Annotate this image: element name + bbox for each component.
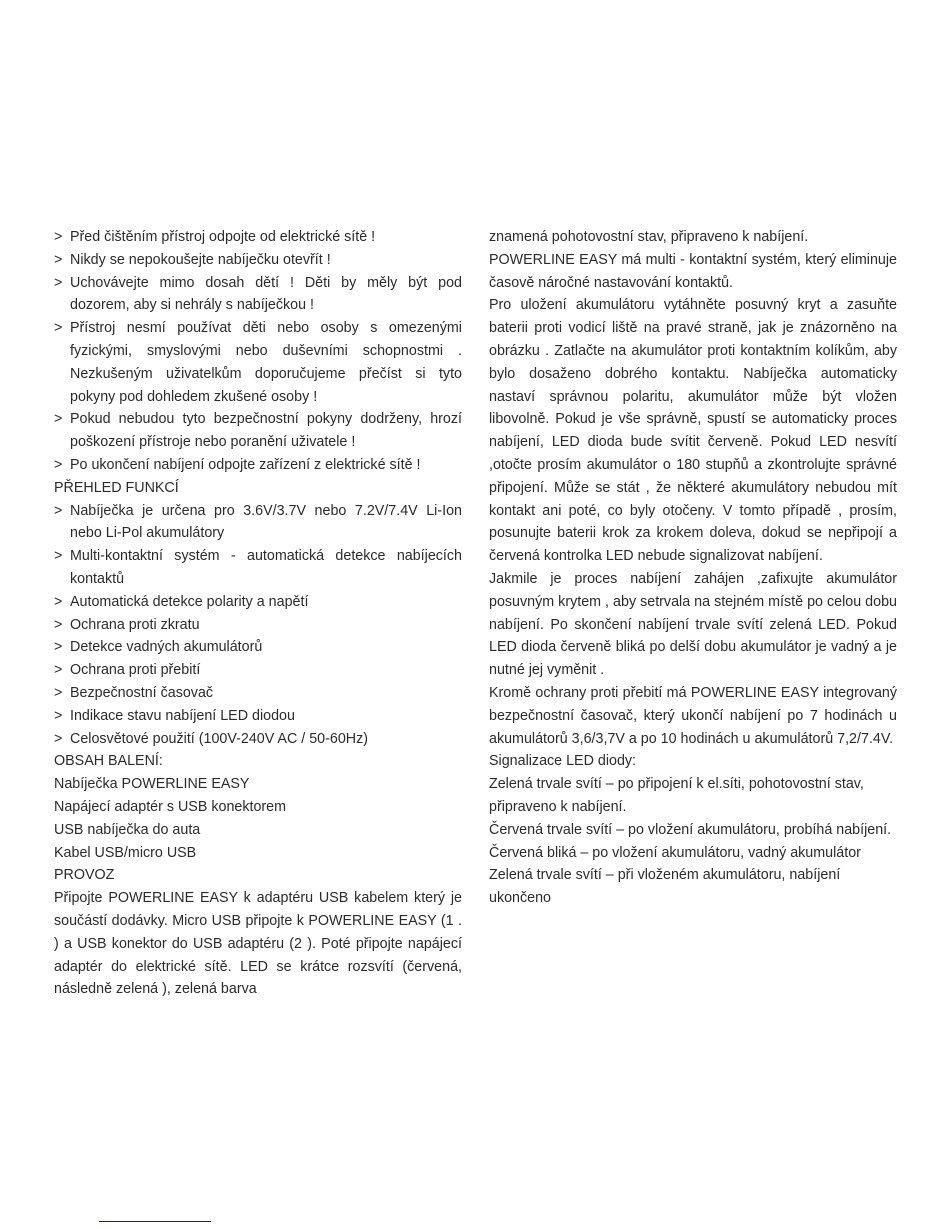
- functions-heading: PŘEHLED FUNKCÍ: [54, 479, 179, 496]
- left-column: [54, 226, 462, 1001]
- paragraph-charging: Jakmile je proces nabíjení zahájen ,zafixujte akumulátor posuvným krytem , aby setrvala na stejném místě po celou dobu nabíjení. Po skončení nabíjení trvale svítí zelená LED. Pokud LED dioda červeně bliká po delší dobu akumulátor je vadný a je nutné jej vyměnit .: [489, 570, 897, 679]
- package-item: Kabel USB/micro USB: [54, 844, 197, 861]
- led-heading: Signalizace LED diody:: [489, 753, 637, 770]
- list-item: > Indikace stavu nabíjení LED diodou: [54, 705, 462, 728]
- right-column: [489, 226, 897, 910]
- list-item: > Bezpečnostní časovač: [54, 682, 462, 705]
- operation-paragraph: Připojte POWERLINE EASY k adaptéru USB kabelem který je součástí dodávky. Micro USB připojte k POWERLINE EASY (1 . ) a USB konektor do USB adaptéru (2 ). Poté připojte napájecí adaptér do elektrické sítě. LED se krátce rozsvítí (červená, následně zelená ), zelená barva: [54, 890, 462, 998]
- list-item: > Po ukončení nabíjení odpojte zařízení z elektrické sítě !: [54, 454, 462, 477]
- list-item: > Přístroj nesmí používat děti nebo osoby s omezenými fyzickými, smyslovými nebo duševními schopnostmi . Nezkušeným uživatelkům doporučujeme přečíst si tyto pokyny pod dohledem zkušené osoby !: [54, 317, 462, 408]
- paragraph-standby: znamená pohotovostní stav, připraveno k nabíjení.: [489, 229, 809, 245]
- paragraph-multicontact: POWERLINE EASY má multi - kontaktní systém, který eliminuje časově náročné nastavování kontaktů.: [489, 251, 897, 291]
- list-item: > Automatická detekce polarity a napětí: [54, 591, 462, 614]
- paragraph-timer: Kromě ochrany proti přebití má POWERLINE EASY integrovaný bezpečnostní časovač, který ukončí nabíjení po 7 hodinách u akumulátorů 3,6/3,7V a po 10 hodinách u akumulátorů 7,2/7.4V.: [489, 684, 897, 747]
- operation-heading: PROVOZ: [54, 867, 115, 884]
- list-item: > Ochrana proti zkratu: [54, 614, 462, 637]
- led-item: Zelená trvale svítí – při vloženém akumulátoru, nabíjení ukončeno: [489, 867, 841, 907]
- package-item: USB nabíječka do auta: [54, 821, 201, 838]
- list-item: > Ochrana proti přebití: [54, 659, 462, 682]
- led-item: Červená trvale svítí – po vložení akumulátoru, probíhá nabíjení.: [489, 821, 892, 838]
- list-item: > Celosvětové použití (100V-240V AC / 50-60Hz): [54, 728, 462, 751]
- package-item: Napájecí adaptér s USB konektorem: [54, 798, 287, 815]
- paragraph-insert-battery: Pro uložení akumulátoru vytáhněte posuvný kryt a zasuňte baterii proti vodicí liště na pravé straně, jak je znázorněno na obrázku . Zatlačte na akumulátor proti kontaktním kolíkům, aby bylo dosaženo dobrého kontaktu. Nabíječka automaticky nastaví správnou polaritu, akumulátor může být vložen libovolně. Pokud je vše správně, spustí se automaticky proces nabíjení, LED dioda bude svítit červeně. Pokud LED nesvítí ,otočte prosím akumulátor o 180 stupňů a zkontrolujte správné připojení. Může se stát , že některé akumulátory nebudou mít kontakt ani poté, co byly otočeny. V tomto případě , prosím, posunujte baterii krok za krokem doleva, dokud se nepřipojí a červená kontrolka LED nebude signalizovat nabíjení.: [489, 297, 897, 565]
- list-item: > Detekce vadných akumulátorů: [54, 636, 462, 659]
- package-item: Nabíječka POWERLINE EASY: [54, 776, 250, 793]
- led-item: Červená bliká – po vložení akumulátoru, vadný akumulátor: [489, 844, 861, 861]
- package-heading: OBSAH BALENÍ:: [54, 753, 163, 770]
- safety-list: [54, 226, 462, 477]
- list-item: > Nikdy se nepokoušejte nabíječku otevřít !: [54, 249, 462, 272]
- footer-rule: [99, 1221, 211, 1222]
- list-item: > Uchovávejte mimo dosah dětí ! Děti by měly být pod dozorem, aby si nehrály s nabíječkou !: [54, 272, 462, 318]
- led-item: Zelená trvale svítí – po připojení k el.síti, pohotovostní stav, připraveno k nabíjení.: [489, 776, 864, 815]
- functions-list: [54, 500, 462, 751]
- list-item: > Nabíječka je určena pro 3.6V/3.7V nebo 7.2V/7.4V Li-Ion nebo Li-Pol akumulátory: [54, 500, 462, 546]
- list-item: > Před čištěním přístroj odpojte od elektrické sítě !: [54, 226, 462, 249]
- list-item: > Pokud nebudou tyto bezpečnostní pokyny dodrženy, hrozí poškození přístroje nebo poranění uživatele !: [54, 408, 462, 454]
- list-item: > Multi-kontaktní systém - automatická detekce nabíjecích kontaktů: [54, 545, 462, 591]
